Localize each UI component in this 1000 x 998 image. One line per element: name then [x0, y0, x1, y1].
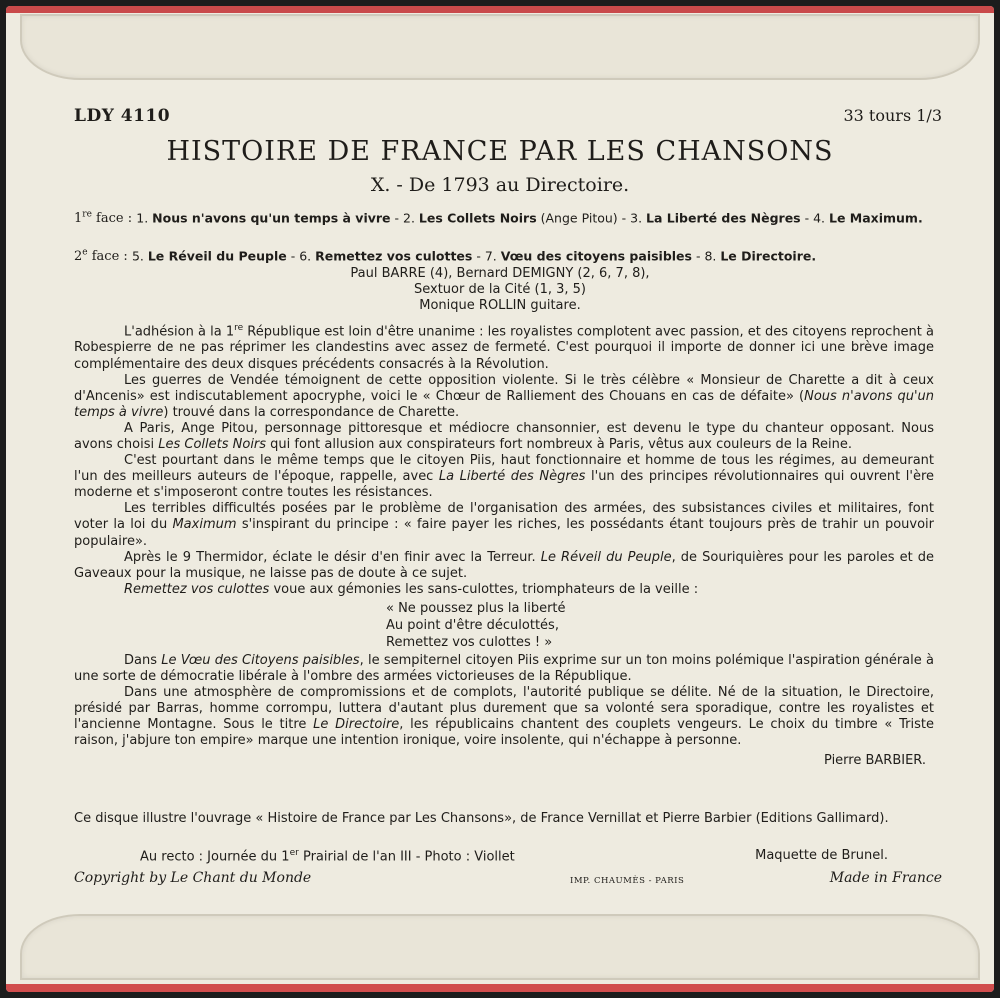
track-title: Vœu des citoyens paisibles: [500, 248, 692, 264]
quote-line: Remettez vos culottes ! »: [386, 634, 553, 650]
track-title: Le Directoire.: [720, 248, 817, 264]
paragraph: Dans Le Vœu des Citoyens paisibles, le sempiternel citoyen Piis exprime sur un ton moins polémique l'aspiration générale à une sorte de démocratie libérale à l'ombre des armées victorieuses de la République.: [74, 652, 934, 685]
made-in: Made in France: [829, 870, 942, 886]
performer-line: Monique ROLLIN guitare.: [419, 298, 581, 313]
performer-line: Paul BARRE (4), Bernard DEMIGNY (2, 6, 7, 8),: [350, 266, 650, 281]
sleeve-top-flap: [20, 14, 980, 80]
song-quote: [386, 600, 934, 651]
paragraph: Remettez vos culottes voue aux gémonies les sans-culottes, triomphateurs de la veille :: [124, 581, 699, 597]
quote-line: « Ne poussez plus la liberté: [386, 600, 566, 616]
liner-notes: [74, 320, 934, 770]
paragraph: A Paris, Ange Pitou, personnage pittoresque et médiocre chansonnier, est devenu le type du chanteur opposant. Nous avons choisi Les Collets Noirs qui font allusion aux conspirateurs fort nombreux à Paris, vêtus aux couleurs de la Reine.: [74, 420, 934, 452]
paragraph: Les terribles difficultés posées par le problème de l'organisation des armées, des subsistances civiles et militaires, font voter la loi du Maximum s'inspirant du principe : « faire payer les riches, les possédants étant toujours près de trahir un pouvoir populaire».: [74, 501, 934, 549]
paragraph: L'adhésion à la 1re République est loin d'être unanime : les royalistes complotent avec passion, et des citoyens reprochent à Robespierre de ne pas réprimer les clandestins avec assez de fermeté. C'est pourquoi il importe de donner ici une brève image complémentaire des deux disques précédents consacrés à la Révolution.: [74, 323, 934, 372]
paragraph: Les guerres de Vendée témoignent de cette opposition violente. Si le très célèbre « Monsieur de Charette a dit à ceux d'Ancenis» est indiscutablement apocryphe, voici le « Chœur de Ralliement des Chouans en cas de défaite» (Nous n'avons qu'un temps à vivre) trouvé dans la correspondance de Charette.: [74, 372, 935, 420]
side-1-tracklist: 1re face : 1. Nous n'avons qu'un temps à vivre - 2. Les Collets Noirs (Ange Pitou) - 3. La Liberté des Nègres - 4. Le Maximum.: [74, 210, 923, 227]
track-title: Les Collets Noirs: [418, 210, 537, 226]
paragraph: Dans une atmosphère de compromissions et de complots, l'autorité publique se délite. Né de la situation, le Directoire, présidé par Barras, homme corrompu, luttera d'autant plus durement que sa volonté sera sporadique, contre les royalistes et l'ancienne Montagne. Sous le titre Le Directoire, les républicains chantent des couplets vengeurs. Le choix du timbre « Triste raison, j'abjure ton empire» marque une intention ironique, voire insolente, qui n'échappe à personne.: [74, 685, 934, 749]
sleeve-bottom-flap: [20, 914, 980, 980]
side-1-label: 1re face :: [74, 210, 137, 227]
author-signature: Pierre BARBIER.: [824, 753, 926, 769]
performer-line: Sextuor de la Cité (1, 3, 5): [414, 282, 586, 297]
record-speed: 33 tours 1/3: [843, 106, 942, 125]
side-2-tracklist: 2e face : 5. Le Réveil du Peuple - 6. Remettez vos culottes - 7. Vœu des citoyens paisibles - 8. Le Directoire.: [74, 248, 817, 265]
sleeve-top-edge: [6, 6, 994, 13]
cover-photo-credit: Au recto : Journée du 1er Prairial de l'an III - Photo : Viollet: [140, 848, 515, 865]
sleeve-bottom-edge: [6, 984, 994, 992]
quote-line: Au point d'être déculottés,: [386, 617, 559, 633]
album-title: HISTOIRE DE FRANCE PAR LES CHANSONS: [166, 136, 834, 167]
copyright: Copyright by Le Chant du Monde: [74, 870, 312, 886]
album-subtitle: X. - De 1793 au Directoire.: [370, 174, 630, 196]
performers: [0, 266, 1000, 314]
catalog-number: LDY 4110: [74, 106, 171, 126]
paragraph: C'est pourtant dans le même temps que le citoyen Piis, haut fonctionnaire et homme de tous les régimes, au demeurant l'un des meilleurs auteurs de l'époque, rappelle, avec La Liberté des Nègres l'un des principes révolutionnaires qui ouvrent l'ère moderne et s'imposeront contre toutes les résistances.: [74, 453, 935, 501]
printer: IMP. CHAUMÈS - PARIS: [570, 876, 685, 886]
track-title: Le Réveil du Peuple: [147, 248, 287, 264]
side-2-label: 2e face :: [74, 248, 132, 265]
track-title: Le Maximum.: [828, 210, 923, 226]
book-credit: Ce disque illustre l'ouvrage « Histoire de France par Les Chansons», de France Vernillat et Pierre Barbier (Editions Gallimard).: [74, 811, 889, 826]
track-title: La Liberté des Nègres: [646, 210, 801, 226]
track-title: Nous n'avons qu'un temps à vivre: [152, 210, 391, 226]
design-credit: Maquette de Brunel.: [755, 848, 888, 863]
track-title: Remettez vos culottes: [315, 248, 473, 264]
paragraph: Après le 9 Thermidor, éclate le désir d'en finir avec la Terreur. Le Réveil du Peuple, de Souriquières pour les paroles et de Gaveaux pour la musique, ne laisse pas de doute à ce sujet.: [74, 549, 934, 581]
